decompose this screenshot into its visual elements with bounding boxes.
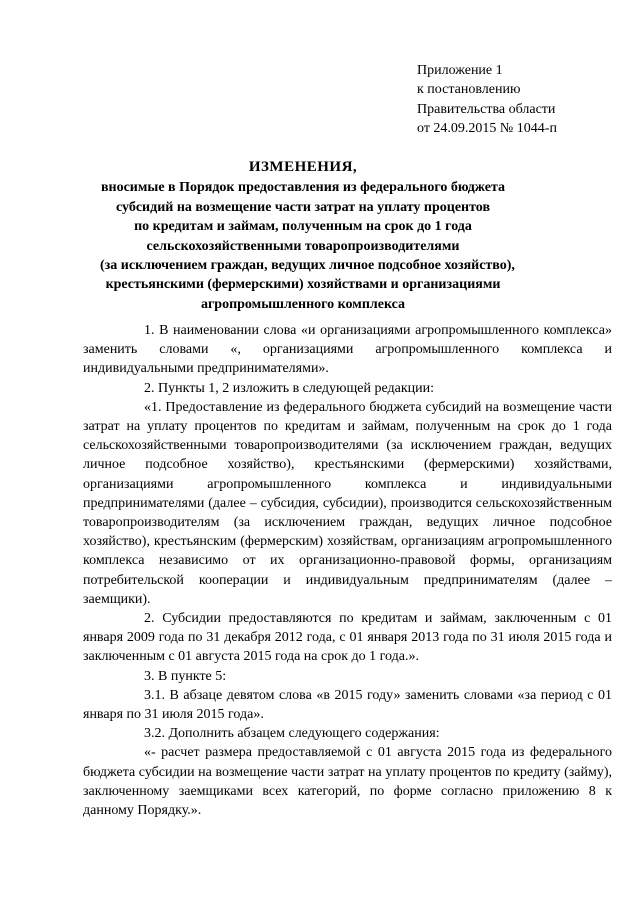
paragraph: 3.1. В абзаце девятом слова «в 2015 году» заменить словами «за период с 01 января по 31 июля 2015 года». <box>83 687 612 723</box>
paragraph: 2. Пункты 1, 2 изложить в следующей редакции: <box>144 380 435 396</box>
heading-line: сельскохозяйственными товаропроизводителями <box>146 238 460 254</box>
paragraph: 3.2. Дополнить абзацем следующего содержания: <box>144 726 440 742</box>
heading-line: (за исключением граждан, ведущих личное подсобное хозяйство), <box>100 258 515 274</box>
document-heading <box>100 158 515 314</box>
document-title: ИЗМЕНЕНИЯ, <box>248 159 358 175</box>
appendix-line: Правительства области <box>417 101 556 117</box>
appendix-line: к постановлению <box>417 82 521 98</box>
heading-line: вносимые в Порядок предоставления из федерального бюджета <box>100 180 506 196</box>
heading-line: субсидий на возмещение части затрат на уплату процентов <box>115 199 490 215</box>
paragraph: «1. Предоставление из федерального бюджета субсидий на возмещение части затрат на уплату процентов по кредитам и займам, полученным на срок до 1 года сельскохозяйственными товаропроизводителями (за исключением граждан, ведущих личное подсобное хозяйство), крестьянскими (фермерскими) хозяйствами, организациями агропромышленного комплекса и индивидуальными предпринимателями (далее – субсидия, субсидии), производится сельскохозяйственным товаропроизводителям (за исключением граждан, ведущих личное подсобное хозяйство), крестьянским (фермерским) хозяйствам, организациям агропромышленного комплекса независимо от их организационно-правовой формы, организациям потребительской кооперации и индивидуальным предпринимателям (далее – заемщики). <box>83 399 612 607</box>
paragraph: 2. Субсидии предоставляются по кредитам и займам, заключенным с 01 января 2009 года по 31 декабря 2012 года, с 01 января 2013 года по 31 июля 2015 года и заключенным с 01 августа 2015 года на срок до 1 года.». <box>83 611 612 665</box>
paragraph: «- расчет размера предоставляемой с 01 августа 2015 года из федерального бюджета субсидии на возмещение части затрат на уплату процентов по кредиту (займу), заключенному заемщиками всех категорий, по форме согласно приложению 8 к данному Порядку.». <box>83 745 612 819</box>
paragraph: 1. В наименовании слова «и организациями агропромышленного комплекса» заменить словами «, организациями агропромышленного комплекса и индивидуальными предпринимателями». <box>83 323 612 377</box>
appendix-date-number: от 24.09.2015 № 1044-п <box>417 120 557 136</box>
paragraph: 3. В пункте 5: <box>144 668 227 684</box>
appendix-line: Приложение 1 <box>417 63 503 78</box>
document-body <box>83 321 612 820</box>
heading-line: по кредитам и займам, полученным на срок до 1 года <box>134 219 472 235</box>
heading-line: крестьянскими (фермерскими) хозяйствами и организациями <box>105 277 501 293</box>
heading-line: агропромышленного комплекса <box>200 296 406 312</box>
appendix-block <box>417 61 627 138</box>
